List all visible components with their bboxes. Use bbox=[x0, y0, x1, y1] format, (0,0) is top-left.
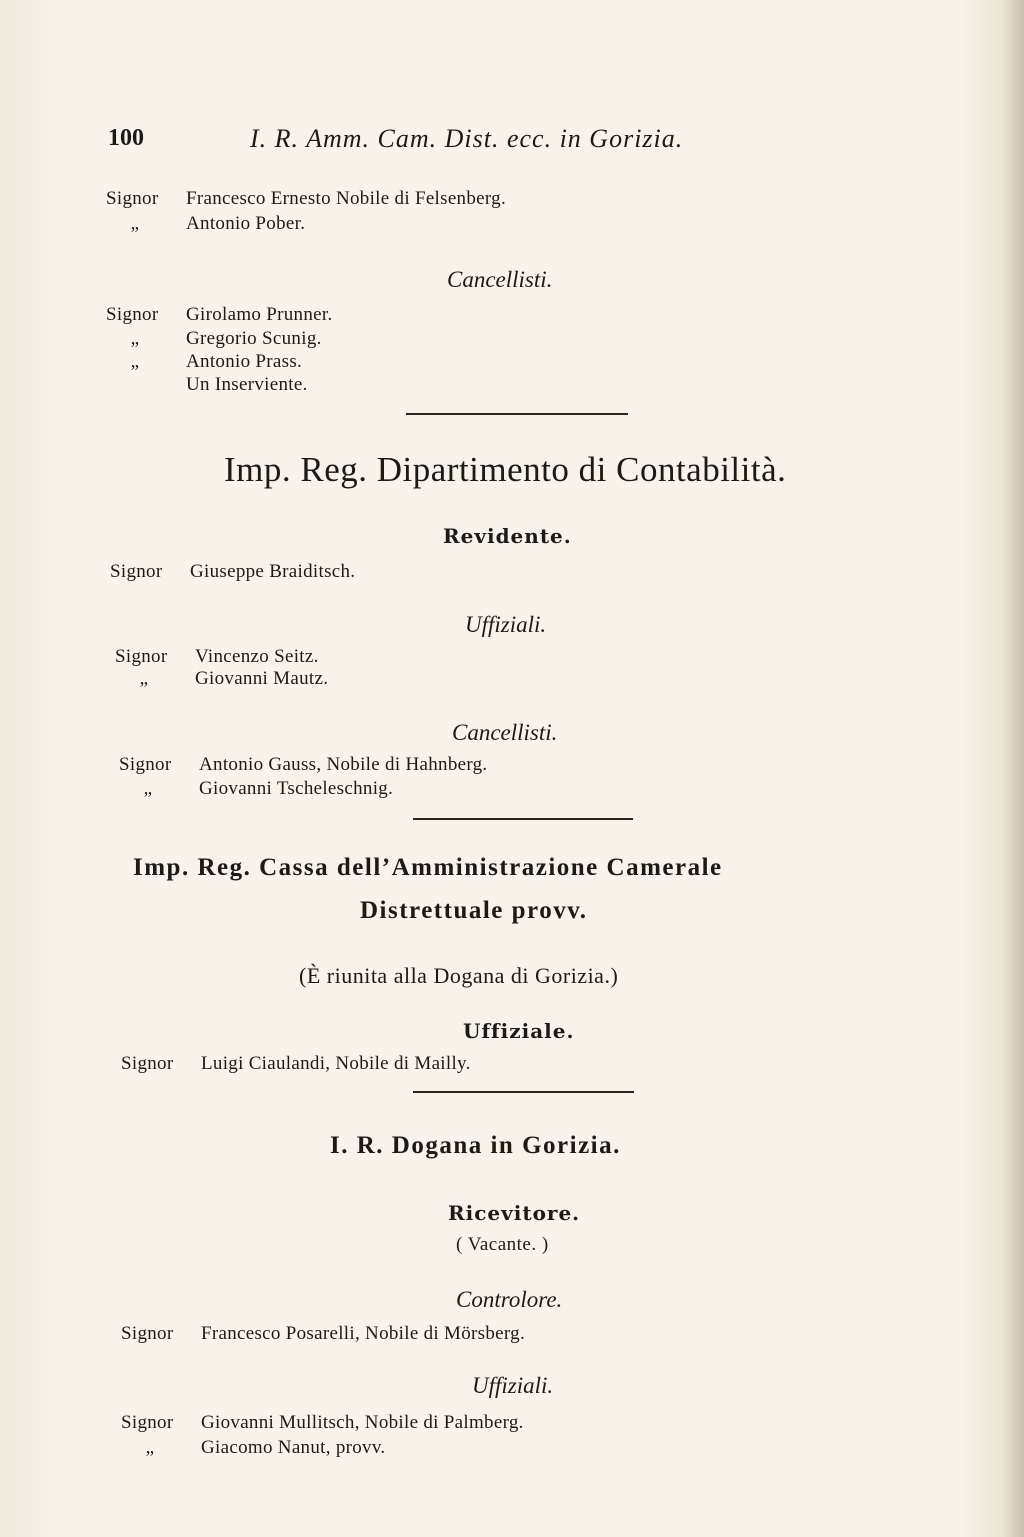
entry-name: Girolamo Prunner. bbox=[186, 304, 333, 325]
role-heading-uffiziali: Uffiziali. bbox=[465, 612, 547, 637]
list-item bbox=[121, 1412, 524, 1434]
list-item bbox=[106, 304, 333, 326]
list-item bbox=[110, 561, 355, 583]
role-heading-uffiziale: Uffiziale. bbox=[463, 1019, 575, 1043]
running-title: I. R. Amm. Cam. Dist. ecc. in Gorizia. bbox=[250, 124, 684, 153]
entry-name: Gregorio Scunig. bbox=[186, 328, 322, 349]
section-divider bbox=[413, 1091, 634, 1093]
list-item bbox=[106, 351, 302, 373]
entry-prefix: „ bbox=[130, 351, 140, 372]
list-item bbox=[115, 646, 319, 668]
entry-name: Francesco Posarelli, Nobile di Mörsberg. bbox=[201, 1323, 526, 1344]
entry-name: Giovanni Mullitsch, Nobile di Palmberg. bbox=[201, 1412, 524, 1433]
entry-name: Giovanni Mautz. bbox=[195, 668, 329, 689]
list-item bbox=[121, 1323, 525, 1345]
entry-name: Giuseppe Braiditsch. bbox=[190, 561, 356, 582]
list-item bbox=[121, 1437, 385, 1459]
section-title-line1: Imp. Reg. Cassa dell’Amministrazione Camerale bbox=[133, 854, 723, 881]
list-item bbox=[186, 374, 308, 396]
entry-prefix: „ bbox=[130, 213, 140, 234]
entry-prefix: „ bbox=[143, 778, 153, 799]
entry-name: Luigi Ciaulandi, Nobile di Mailly. bbox=[201, 1053, 471, 1074]
list-item bbox=[106, 328, 322, 350]
entry-prefix: Signor bbox=[115, 646, 168, 667]
entry-prefix: „ bbox=[130, 328, 140, 349]
entry-prefix: Signor bbox=[106, 188, 159, 209]
entry-prefix: Signor bbox=[121, 1323, 174, 1344]
role-heading-ricevitore: Ricevitore. bbox=[448, 1201, 581, 1225]
page-number: 100 bbox=[108, 125, 144, 151]
entry-name: Antonio Pober. bbox=[186, 213, 306, 234]
page-edge-shadow bbox=[1002, 0, 1024, 1537]
entry-prefix: „ bbox=[145, 1437, 155, 1458]
entry-prefix: „ bbox=[139, 668, 149, 689]
entry-prefix: Signor bbox=[121, 1412, 174, 1433]
section-title: Imp. Reg. Dipartimento di Contabilità. bbox=[224, 450, 787, 489]
entry-prefix: Signor bbox=[110, 561, 163, 582]
entry-name: Antonio Prass. bbox=[186, 351, 303, 372]
entry-name: Francesco Ernesto Nobile di Felsenberg. bbox=[186, 188, 507, 209]
role-heading-cancellisti: Cancellisti. bbox=[447, 267, 553, 292]
entry-name: Antonio Gauss, Nobile di Hahnberg. bbox=[199, 754, 488, 775]
section-title-line2: Distrettuale provv. bbox=[360, 897, 588, 924]
entry-prefix: Signor bbox=[106, 304, 159, 325]
list-item bbox=[115, 668, 328, 690]
entry-prefix: Signor bbox=[119, 754, 172, 775]
role-heading-controlore: Controlore. bbox=[456, 1287, 563, 1312]
entry-prefix: Signor bbox=[121, 1053, 174, 1074]
vacancy-note: ( Vacante. ) bbox=[456, 1234, 549, 1255]
list-item bbox=[119, 754, 487, 776]
list-item bbox=[119, 778, 393, 800]
role-heading-revidente: Revidente. bbox=[443, 524, 572, 548]
section-title: I. R. Dogana in Gorizia. bbox=[330, 1132, 621, 1159]
list-item bbox=[121, 1053, 471, 1075]
section-note: (È riunita alla Dogana di Gorizia.) bbox=[299, 963, 619, 988]
list-item bbox=[106, 213, 305, 235]
entry-name: Vincenzo Seitz. bbox=[195, 646, 319, 667]
entry-name: Un Inserviente. bbox=[186, 374, 308, 395]
section-divider bbox=[413, 818, 633, 820]
entry-name: Giovanni Tscheleschnig. bbox=[199, 778, 394, 799]
list-item bbox=[106, 188, 506, 210]
role-heading-cancellisti: Cancellisti. bbox=[452, 720, 558, 745]
entry-name: Giacomo Nanut, provv. bbox=[201, 1437, 386, 1458]
role-heading-uffiziali: Uffiziali. bbox=[472, 1373, 554, 1398]
section-divider bbox=[406, 413, 628, 415]
